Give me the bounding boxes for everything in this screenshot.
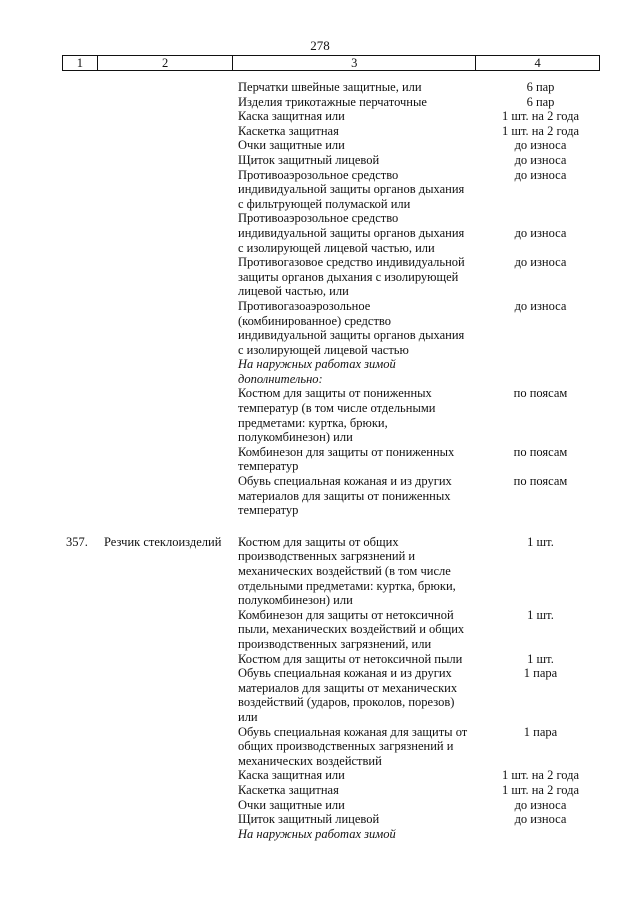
ppe-item: Комбинезон для защиты от нетоксичной: [238, 607, 454, 622]
table-row: [62, 725, 600, 740]
issue-norm: [481, 270, 600, 285]
profession-name: [96, 168, 238, 183]
table-row: [62, 372, 600, 387]
profession-name: [96, 593, 238, 608]
table-body: [62, 80, 600, 841]
ppe-item: общих производственных загрязнений и: [238, 739, 454, 754]
ppe-item: отдельными предметами: куртка, брюки,: [238, 578, 456, 593]
row-number: [62, 211, 96, 226]
profession-name: [96, 489, 238, 504]
profession-name: [96, 138, 238, 153]
issue-norm: 1 шт. на 2 года: [501, 123, 580, 138]
profession-name: [96, 80, 238, 95]
ppe-item: Обувь специальная кожаная и из других: [238, 474, 452, 489]
table-row: [62, 416, 600, 431]
ppe-item: материалов для защиты от механических: [238, 680, 458, 695]
profession-name: [96, 445, 238, 460]
issue-norm: по поясам: [513, 386, 568, 401]
profession-name: [96, 299, 238, 314]
ppe-item: температур: [238, 459, 299, 474]
ppe-item: Перчатки швейные защитные, или: [238, 80, 422, 94]
row-number: [62, 579, 96, 594]
table-row: [62, 622, 600, 637]
profession-name: [96, 695, 238, 710]
profession-name: [96, 284, 238, 299]
row-number: [62, 124, 96, 139]
issue-norm: до износа: [514, 152, 567, 167]
table-row: [62, 182, 600, 197]
issue-norm: [481, 314, 600, 329]
profession-name: Резчик стеклоизделий: [104, 534, 222, 549]
header-col-4: 4: [476, 56, 600, 71]
issue-norm: [481, 637, 600, 652]
row-number: [62, 182, 96, 197]
issue-norm: 1 пара: [523, 724, 558, 739]
issue-norm: 1 шт.: [527, 534, 554, 549]
table-row: [62, 138, 600, 153]
ppe-item: производственных загрязнений, или: [238, 636, 432, 651]
profession-name: [96, 652, 238, 667]
table-row: [62, 593, 600, 608]
table-row: [62, 739, 600, 754]
profession-name: [96, 812, 238, 827]
table-row: [62, 95, 600, 110]
ppe-item: с изолирующей лицевой частью: [238, 342, 409, 357]
profession-name: [96, 622, 238, 637]
row-number: [62, 168, 96, 183]
row-spacer: [62, 518, 600, 535]
table-header: [62, 55, 600, 71]
ppe-item: Каскетка защитная: [238, 123, 339, 138]
ppe-item: Противоаэрозольное средство: [238, 211, 399, 226]
issue-norm: 1 шт. на 2 года: [501, 768, 580, 783]
ppe-item: лицевой частью, или: [238, 284, 349, 299]
ppe-item: Щиток защитный лицевой: [238, 812, 380, 827]
row-number: [62, 459, 96, 474]
row-number: [62, 241, 96, 256]
table-row: [62, 168, 600, 183]
row-number: [62, 666, 96, 681]
ppe-item: полукомбинезон) или: [238, 430, 353, 445]
table-row: [62, 80, 600, 95]
row-number: [62, 314, 96, 329]
row-number: [62, 739, 96, 754]
table-row: [62, 343, 600, 358]
row-number: [62, 197, 96, 212]
table-row: [62, 314, 600, 329]
table-row: [62, 270, 600, 285]
profession-name: [96, 459, 238, 474]
row-number: [62, 372, 96, 387]
ppe-item: Каска защитная или: [238, 109, 345, 124]
ppe-item: механических воздействий (в том числе: [238, 564, 451, 578]
table-row: [62, 666, 600, 681]
table-row: [62, 459, 600, 474]
profession-name: [96, 241, 238, 256]
ppe-item: полукомбинезон) или: [238, 593, 353, 608]
row-number: [62, 416, 96, 431]
ppe-item: Изделия трикотажные перчаточные: [238, 94, 427, 109]
table-row: [62, 710, 600, 725]
ppe-item: Очки защитные или: [238, 797, 345, 812]
issue-norm: [481, 695, 600, 710]
issue-norm: [481, 211, 600, 226]
row-number: [62, 695, 96, 710]
ppe-item: защиты органов дыхания с изолирующей: [238, 269, 459, 284]
row-number: [62, 80, 96, 95]
profession-name: [96, 211, 238, 226]
profession-name: [96, 343, 238, 358]
profession-name: [96, 124, 238, 139]
issue-norm: [481, 564, 600, 579]
profession-name: [96, 579, 238, 594]
ppe-item: На наружных работах зимой: [238, 826, 396, 841]
issue-norm: [481, 182, 600, 197]
profession-name: [96, 681, 238, 696]
issue-norm: 1 шт.: [527, 651, 554, 666]
profession-name: [96, 739, 238, 754]
issue-norm: 1 пара: [523, 666, 558, 681]
table-row: [62, 681, 600, 696]
issue-norm: [481, 681, 600, 696]
row-number: [62, 95, 96, 110]
table-row: [62, 535, 600, 550]
issue-norm: до износа: [514, 167, 567, 182]
table-row: [62, 503, 600, 518]
table-row: [62, 579, 600, 594]
table-row: [62, 549, 600, 564]
ppe-item: дополнительно:: [238, 371, 323, 386]
row-number: [62, 549, 96, 564]
profession-name: [96, 564, 238, 579]
row-number: [62, 401, 96, 416]
row-number: [62, 768, 96, 783]
profession-name: [96, 754, 238, 769]
ppe-item: На наружных работах зимой: [238, 357, 396, 372]
ppe-item: Противоаэрозольное средство: [238, 167, 399, 182]
issue-norm: 1 шт. на 2 года: [501, 782, 580, 797]
issue-norm: [481, 459, 600, 474]
table-row: [62, 608, 600, 623]
ppe-item: Каска защитная или: [238, 768, 345, 783]
issue-norm: [481, 754, 600, 769]
ppe-item: материалов для защиты от пониженных: [238, 488, 451, 503]
issue-norm: [481, 372, 600, 387]
issue-norm: [481, 241, 600, 256]
table-row: [62, 783, 600, 798]
row-number: [62, 474, 96, 489]
table-row: [62, 124, 600, 139]
row-number: [62, 284, 96, 299]
header-col-2: 2: [97, 56, 233, 71]
profession-name: [96, 226, 238, 241]
profession-name: [96, 666, 238, 681]
issue-norm: до износа: [514, 255, 567, 270]
profession-name: [96, 386, 238, 401]
table-row: [62, 637, 600, 652]
issue-norm: [481, 284, 600, 299]
profession-name: [96, 474, 238, 489]
table-row: [62, 299, 600, 314]
table-row: [62, 768, 600, 783]
profession-name: [96, 637, 238, 652]
table-row: [62, 430, 600, 445]
page-number: 278: [310, 38, 330, 53]
row-number: [62, 593, 96, 608]
ppe-item: Костюм для защиты от пониженных: [238, 386, 432, 401]
profession-name: [96, 710, 238, 725]
table-row: [62, 241, 600, 256]
issue-norm: 6 пар: [526, 94, 555, 109]
row-number: [62, 328, 96, 343]
row-number: [62, 681, 96, 696]
table-row: [62, 798, 600, 813]
issue-norm: [481, 710, 600, 725]
issue-norm: [481, 401, 600, 416]
profession-name: [96, 357, 238, 372]
row-number: [62, 386, 96, 401]
ppe-item: индивидуальной защиты органов дыхания: [238, 225, 465, 240]
table-row: [62, 109, 600, 124]
profession-name: [96, 608, 238, 623]
row-number: [62, 622, 96, 637]
issue-norm: по поясам: [513, 474, 568, 489]
table-row: [62, 474, 600, 489]
row-number: [62, 109, 96, 124]
issue-norm: [481, 622, 600, 637]
ppe-item: температур: [238, 503, 299, 518]
table-row: [62, 386, 600, 401]
ppe-item: Комбинезон для защиты от пониженных: [238, 444, 455, 459]
issue-norm: [481, 489, 600, 504]
ppe-item: производственных загрязнений и: [238, 549, 416, 564]
ppe-item: Костюм для защиты от общих: [238, 534, 399, 549]
table-row: [62, 153, 600, 168]
profession-name: [96, 270, 238, 285]
row-number: [62, 343, 96, 358]
ppe-item: с изолирующей лицевой частью, или: [238, 240, 435, 255]
issue-norm: 1 шт.: [527, 607, 554, 622]
row-number: [62, 445, 96, 460]
ppe-item: Обувь специальная кожаная и из других: [238, 666, 452, 681]
issue-norm: [481, 343, 600, 358]
ppe-item: механических воздействий: [238, 753, 382, 768]
table-row: [62, 197, 600, 212]
table-row: [62, 284, 600, 299]
issue-norm: 6 пар: [526, 80, 555, 94]
ppe-item: Очки защитные или: [238, 138, 345, 153]
ppe-item: Каскетка защитная: [238, 782, 339, 797]
row-number: [62, 255, 96, 270]
issue-norm: по поясам: [513, 444, 568, 459]
row-number: [62, 754, 96, 769]
row-number: [62, 270, 96, 285]
table-row: [62, 226, 600, 241]
row-number: [62, 827, 96, 842]
ppe-item: Щиток защитный лицевой: [238, 152, 380, 167]
row-number: [62, 798, 96, 813]
ppe-item: температур (в том числе отдельными: [238, 401, 436, 416]
profession-name: [96, 783, 238, 798]
issue-norm: до износа: [514, 298, 567, 313]
issue-norm: 1 шт. на 2 года: [501, 109, 580, 124]
row-number: [62, 710, 96, 725]
profession-name: [96, 372, 238, 387]
row-number: [62, 430, 96, 445]
issue-norm: до износа: [514, 797, 567, 812]
ppe-item: пыли, механических воздействий и общих: [238, 622, 465, 637]
issue-norm: [481, 197, 600, 212]
issue-norm: до износа: [514, 138, 567, 153]
row-number: [62, 725, 96, 740]
issue-norm: [481, 739, 600, 754]
header-col-3: 3: [233, 56, 476, 71]
profession-name: [96, 416, 238, 431]
ppe-item: индивидуальной защиты органов дыхания: [238, 182, 465, 197]
ppe-item: Противогазовое средство индивидуальной: [238, 255, 465, 270]
profession-name: [96, 549, 238, 564]
issue-norm: [481, 416, 600, 431]
row-number: 357.: [66, 534, 88, 549]
profession-name: [96, 430, 238, 445]
row-number: [62, 226, 96, 241]
table-row: [62, 695, 600, 710]
row-number: [62, 652, 96, 667]
table-row: [62, 211, 600, 226]
profession-name: [96, 328, 238, 343]
table-row: [62, 827, 600, 842]
profession-name: [96, 255, 238, 270]
ppe-item: Противогазоаэрозольное: [238, 298, 371, 313]
ppe-item: индивидуальной защиты органов дыхания: [238, 328, 465, 343]
ppe-item: с фильтрующей полумаской или: [238, 196, 411, 211]
table-row: [62, 357, 600, 372]
issue-norm: [481, 328, 600, 343]
profession-name: [96, 153, 238, 168]
issue-norm: [481, 503, 600, 518]
table-row: [62, 328, 600, 343]
issue-norm: [481, 549, 600, 564]
issue-norm: до износа: [514, 225, 567, 240]
profession-name: [96, 401, 238, 416]
ppe-item: Обувь специальная кожаная для защиты от: [238, 724, 468, 739]
row-number: [62, 489, 96, 504]
issue-norm: [481, 579, 600, 594]
ppe-item: (комбинированное) средство: [238, 313, 391, 328]
profession-name: [96, 503, 238, 518]
table-row: [62, 652, 600, 667]
table-row: [62, 445, 600, 460]
issue-norm: [481, 357, 600, 372]
row-number: [62, 357, 96, 372]
row-number: [62, 138, 96, 153]
issue-norm: [481, 430, 600, 445]
table-row: [62, 489, 600, 504]
profession-name: [96, 109, 238, 124]
row-number: [62, 503, 96, 518]
row-number: [62, 608, 96, 623]
profession-name: [96, 798, 238, 813]
table-row: [62, 812, 600, 827]
row-number: [62, 564, 96, 579]
profession-name: [96, 95, 238, 110]
row-number: [62, 153, 96, 168]
ppe-item: воздействий (ударов, проколов, порезов): [238, 695, 455, 710]
issue-norm: [481, 827, 600, 842]
issue-norm: до износа: [514, 812, 567, 827]
issue-norm: [481, 593, 600, 608]
row-number: [62, 812, 96, 827]
row-number: [62, 783, 96, 798]
profession-name: [96, 182, 238, 197]
table-row: [62, 564, 600, 579]
ppe-item: предметами: куртка, брюки,: [238, 415, 388, 430]
table-row: [62, 255, 600, 270]
header-col-1: 1: [63, 56, 98, 71]
row-number: [62, 299, 96, 314]
profession-name: [96, 725, 238, 740]
table-row: [62, 754, 600, 769]
profession-name: [96, 768, 238, 783]
table-row: [62, 401, 600, 416]
ppe-item: Костюм для защиты от нетоксичной пыли: [238, 651, 463, 666]
profession-name: [96, 827, 238, 842]
profession-name: [96, 314, 238, 329]
profession-name: [96, 197, 238, 212]
ppe-item: или: [238, 709, 258, 724]
row-number: [62, 637, 96, 652]
